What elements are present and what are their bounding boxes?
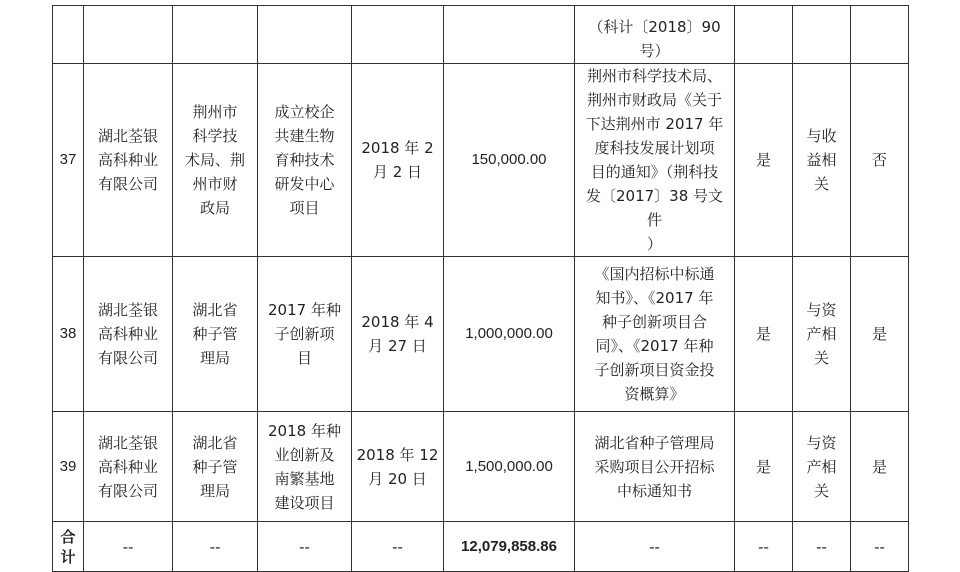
document-cell: 荆州市科学技术局、 荆州市财政局《关于 下达荆州市 2017 年 度科技发展计划项 目的通知》（荆科技 发〔2017〕38 号文件 ）: [575, 64, 735, 257]
total-dash: --: [575, 522, 735, 572]
related-cell: 与收 益相 关: [793, 64, 851, 257]
total-dash: --: [84, 522, 173, 572]
received-cell: 是: [735, 257, 793, 412]
recurring-cell: [851, 6, 909, 64]
company-cell: [84, 6, 173, 64]
company-cell: 湖北荃银 高科种业 有限公司: [84, 257, 173, 412]
document-cell: 《国内招标中标通 知书》、《2017 年 种子创新项目合 同》、《2017 年种 子创新项目资金投 资概算》: [575, 257, 735, 412]
document-text: （科计〔2018〕90 号）: [588, 18, 721, 60]
document-cell: [575, 6, 735, 64]
project-cell: [258, 6, 352, 64]
date-cell: [352, 6, 444, 64]
no-cell: 37: [53, 64, 84, 257]
company-cell: 湖北荃银 高科种业 有限公司: [84, 412, 173, 522]
recurring-cell: 否: [851, 64, 909, 257]
date-cell: 2018 年 2 月 2 日: [352, 64, 444, 257]
grantor-cell: 湖北省 种子管 理局: [173, 412, 258, 522]
subsidy-table: [52, 5, 909, 572]
document-cell: 湖北省种子管理局 采购项目公开招标 中标通知书: [575, 412, 735, 522]
received-cell: 是: [735, 64, 793, 257]
table-row: [53, 257, 909, 412]
total-row: [53, 522, 909, 572]
related-cell: [793, 6, 851, 64]
project-cell: 2018 年种 业创新及 南繁基地 建设项目: [258, 412, 352, 522]
total-dash: --: [173, 522, 258, 572]
total-label: 合 计: [53, 522, 84, 572]
amount-cell: 1,000,000.00: [444, 257, 575, 412]
received-cell: 是: [735, 412, 793, 522]
grantor-cell: [173, 6, 258, 64]
no-cell: [53, 6, 84, 64]
amount-cell: 1,500,000.00: [444, 412, 575, 522]
total-dash: --: [352, 522, 444, 572]
table-row: [53, 412, 909, 522]
no-cell: 39: [53, 412, 84, 522]
date-cell: 2018 年 4 月 27 日: [352, 257, 444, 412]
recurring-cell: 是: [851, 412, 909, 522]
related-cell: 与资 产相 关: [793, 257, 851, 412]
company-cell: 湖北荃银 高科种业 有限公司: [84, 64, 173, 257]
related-cell: 与资 产相 关: [793, 412, 851, 522]
total-dash: --: [258, 522, 352, 572]
grantor-cell: 荆州市 科学技 术局、荆 州市财 政局: [173, 64, 258, 257]
project-cell: 成立校企 共建生物 育种技术 研发中心 项目: [258, 64, 352, 257]
table-row: [53, 6, 909, 64]
grantor-cell: 湖北省 种子管 理局: [173, 257, 258, 412]
total-dash: --: [793, 522, 851, 572]
amount-cell: [444, 6, 575, 64]
received-cell: [735, 6, 793, 64]
total-dash: --: [735, 522, 793, 572]
recurring-cell: 是: [851, 257, 909, 412]
total-amount: 12,079,858.86: [444, 522, 575, 572]
table-row: [53, 64, 909, 257]
amount-cell: 150,000.00: [444, 64, 575, 257]
date-cell: 2018 年 12 月 20 日: [352, 412, 444, 522]
no-cell: 38: [53, 257, 84, 412]
project-cell: 2017 年种 子创新项 目: [258, 257, 352, 412]
total-dash: --: [851, 522, 909, 572]
